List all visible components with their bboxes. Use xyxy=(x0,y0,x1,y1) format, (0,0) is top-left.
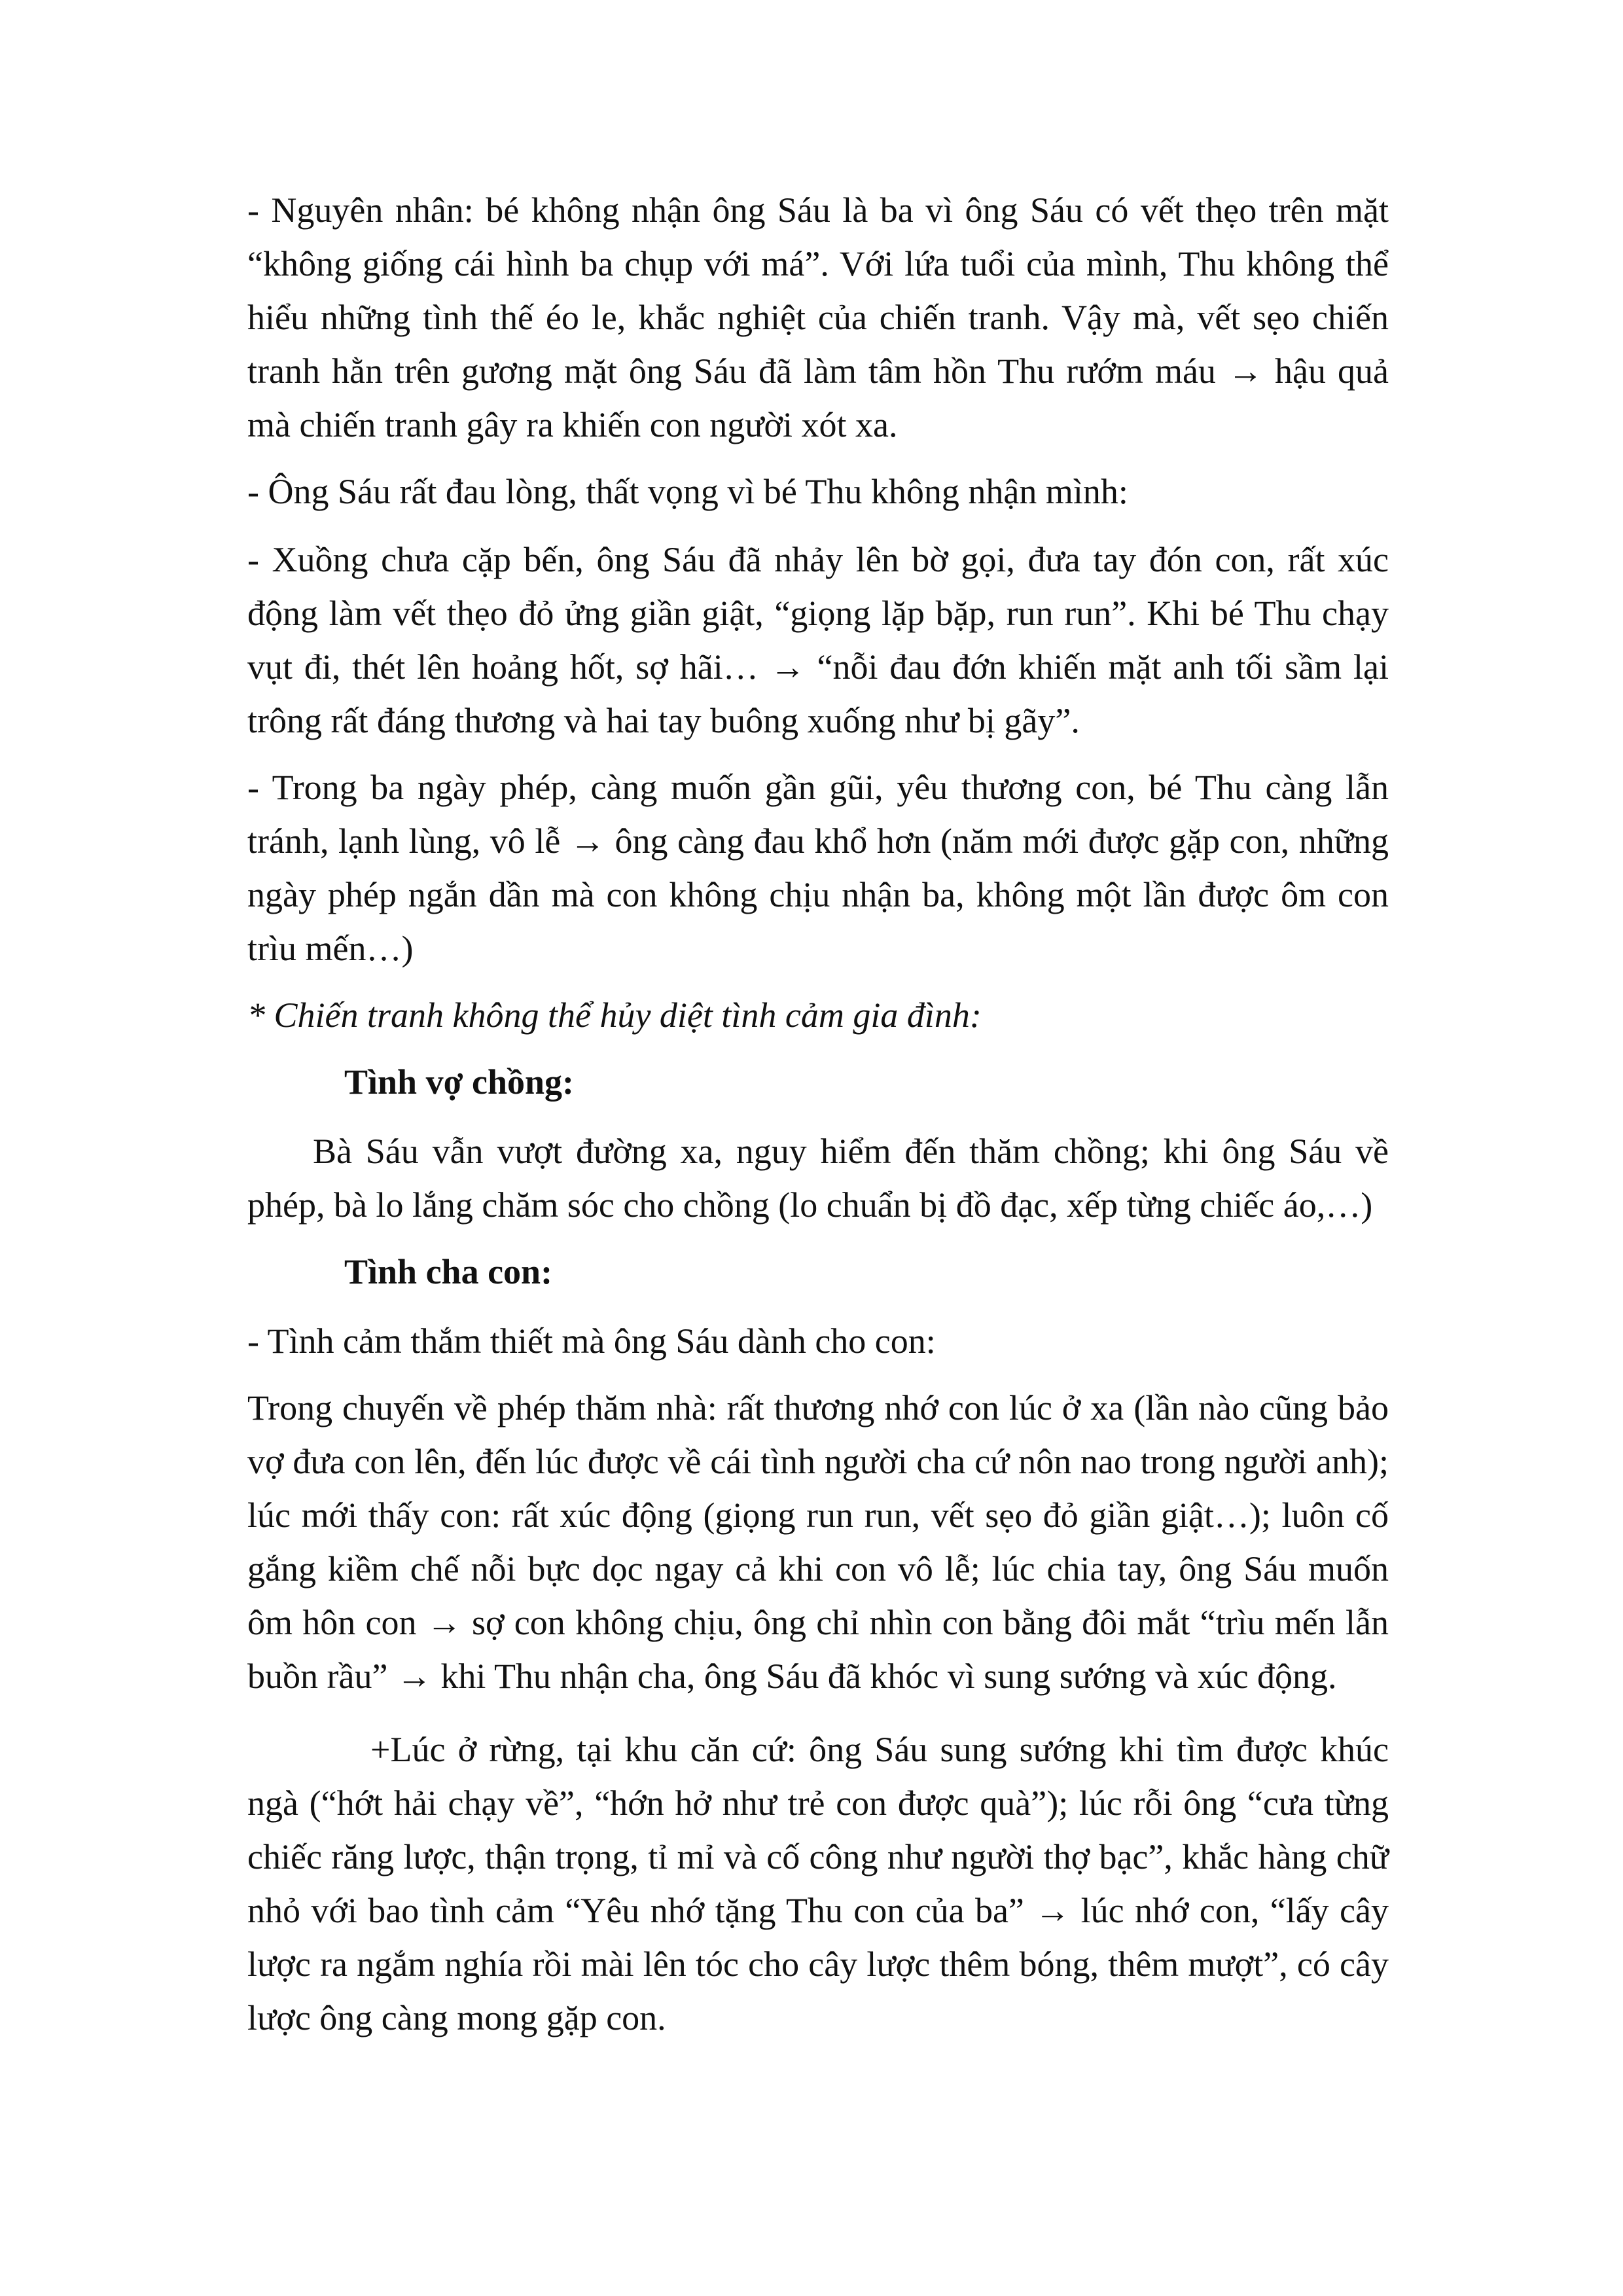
paragraph-boat-scene: - Xuồng chưa cặp bến, ông Sáu đã nhảy lên bờ gọi, đưa tay đón con, rất xúc động làm vết thẹo đỏ ửng giần giật, “giọng lặp bặp, run run”. Khi bé Thu chạy vụt đi, thét lên hoảng hốt, sợ hãi… → “nỗi đau đớn khiến mặt anh tối sầm lại trông rất đáng thương và hai tay buông xuống như bị gãy”. xyxy=(247,540,1389,740)
paragraph-cause: - Nguyên nhân: bé không nhận ông Sáu là ba vì ông Sáu có vết thẹo trên mặt “không giống cái hình ba chụp với má”. Với lứa tuổi của mình, Thu không thể hiểu những tình thế éo le, khắc nghiệt của chiến tranh. Vậy mà, vết sẹo chiến tranh hằn trên gương mặt ông Sáu đã làm tâm hồn Thu rướm máu → hậu quả mà chiến tranh gây ra khiến con người xót xa. xyxy=(247,190,1389,444)
paragraph-father-grief: - Ông Sáu rất đau lòng, thất vọng vì bé Thu không nhận mình: xyxy=(247,472,1128,511)
paragraph-three-days-leave: - Trong ba ngày phép, càng muốn gần gũi, yêu thương con, bé Thu càng lẫn tránh, lạnh lùng, vô lễ → ông càng đau khổ hơn (năm mới được gặp con, những ngày phép ngắn dần mà con không chịu nhận ba, không một lần được ôm con trìu mến…) xyxy=(247,768,1389,968)
paragraph-wife-care: Bà Sáu vẫn vượt đường xa, nguy hiểm đến thăm chồng; khi ông Sáu về phép, bà lo lắng chăm sóc cho chồng (lo chuẩn bị đồ đạc, xếp từng chiếc áo,…) xyxy=(247,1132,1389,1225)
paragraph-war-family-heading: * Chiến tranh không thể hủy diệt tình cảm gia đình: xyxy=(247,996,982,1035)
paragraph-father-affection: - Tình cảm thắm thiết mà ông Sáu dành cho con: xyxy=(247,1321,936,1361)
paragraph-forest-base: +Lúc ở rừng, tại khu căn cứ: ông Sáu sung sướng khi tìm được khúc ngà (“hớt hải chạy về”, “hớn hở như trẻ con được quà”); lúc rỗi ông “cưa từng chiếc răng lược, thận trọng, tỉ mỉ và cố công như người thợ bạc”, khắc hàng chữ nhỏ với bao tình cảm “Yêu nhớ tặng Thu con của ba” → lúc nhớ con, “lấy cây lược ra ngắm nghía rồi mài lên tóc cho cây lược thêm bóng, thêm mượt”, có cây lược ông càng mong gặp con. xyxy=(247,1730,1389,2037)
paragraph-home-visit: Trong chuyến về phép thăm nhà: rất thương nhớ con lúc ở xa (lần nào cũng bảo vợ đưa con lên, đến lúc được về cái tình người cha cứ nôn nao trong người anh); lúc mới thấy con: rất xúc động (giọng run run, vết sẹo đỏ giần giật…); luôn cố gắng kiềm chế nỗi bực dọc ngay cả khi con vô lễ; lúc chia tay, ông Sáu muốn ôm hôn con → sợ con không chịu, ông chỉ nhìn con bằng đôi mắt “trìu mến lẫn buồn rầu” → khi Thu nhận cha, ông Sáu đã khóc vì sung sướng và xúc động. xyxy=(247,1388,1389,1696)
heading-husband-wife: Tình vợ chồng: xyxy=(344,1062,574,1102)
heading-father-child: Tình cha con: xyxy=(344,1252,553,1291)
document-body xyxy=(247,183,1389,2058)
